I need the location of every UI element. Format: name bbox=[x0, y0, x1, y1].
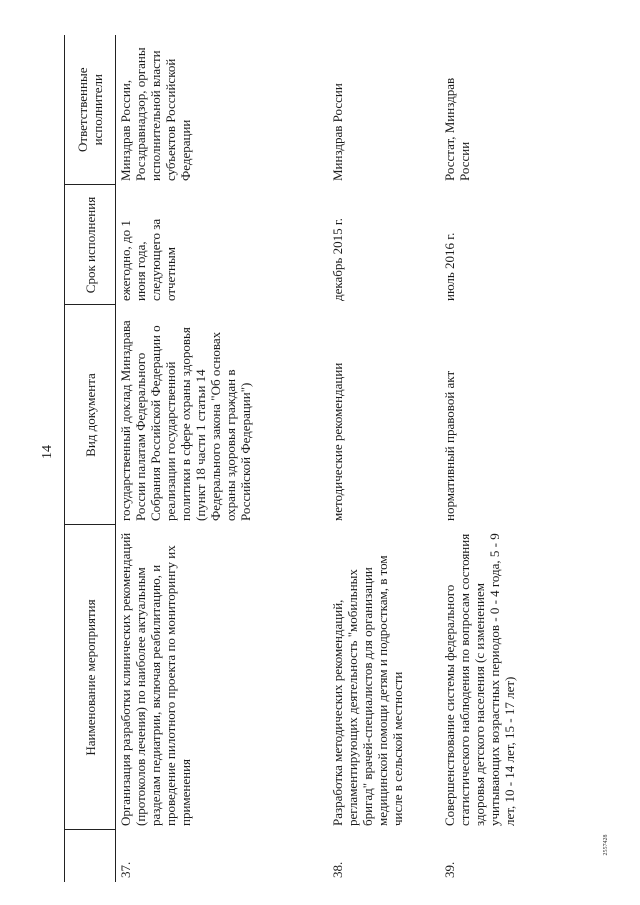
row-executors: Росстат, Минздрав России bbox=[442, 77, 472, 181]
row-term: декабрь 2015 г. bbox=[330, 218, 345, 301]
row-name: Организация разработки клинических рекомендаций (протоколов лечения) по наиболее актуальным разделам педиатрии, включая реабилитацию, и проведение пилотного проекта по мониторингу их применения bbox=[118, 532, 193, 826]
row-term: ежегодно, до 1 июня года, следующего за отчетным bbox=[118, 218, 178, 301]
document-code: 2557428 bbox=[603, 834, 609, 856]
header-executors: Ответственные исполнители bbox=[65, 35, 116, 185]
header-term: Срок исполнения bbox=[65, 185, 116, 305]
row-number: 38. bbox=[330, 861, 345, 878]
row-number: 39. bbox=[442, 861, 457, 878]
row-number: 37. bbox=[118, 861, 133, 878]
row-doc-type: методические рекомендации bbox=[330, 362, 345, 521]
header-doc-type: Вид документа bbox=[65, 305, 116, 525]
table-header-row bbox=[65, 35, 116, 882]
header-number-cell bbox=[65, 830, 116, 882]
measures-table bbox=[64, 35, 572, 882]
table-row bbox=[440, 35, 572, 882]
row-doc-type: государственный доклад Минздрава России палатам Федерального Собрания Российской Федерации о реализации государственной политики в сфере охраны здоровья (пункт 18 части 1 статьи 14 Федерального закона "Об основах охраны здоровья граждан в Российской Федерации") bbox=[118, 320, 253, 521]
row-executors: Минздрав России bbox=[330, 83, 345, 181]
row-name: Разработка методических рекомендаций, регламентирующих деятельность "мобильных бригад" врачей-специалистов для организации медицинской помощи детям и подросткам, в том числе в сельской местности bbox=[330, 555, 405, 826]
header-name: Наименование мероприятия bbox=[65, 525, 116, 830]
table-row bbox=[328, 35, 440, 882]
rotated-table-wrapper bbox=[64, 35, 605, 882]
row-term: июль 2016 г. bbox=[442, 232, 457, 301]
row-executors: Минздрав России, Росздравнадзор, органы исполнительной власти субъектов Российской Федерации bbox=[118, 47, 193, 181]
table-row bbox=[116, 35, 329, 882]
row-name: Совершенствование системы федерального статистического наблюдения по вопросам состояния здоровья детского населения (с изменением учитывающих возрастных периодов - 0 - 4 года, 5 - 9 лет, 10 - 14 лет, 15 - 17 лет) bbox=[442, 533, 517, 826]
row-doc-type: нормативный правовой акт bbox=[442, 370, 457, 521]
page-number: 14 bbox=[40, 445, 55, 459]
